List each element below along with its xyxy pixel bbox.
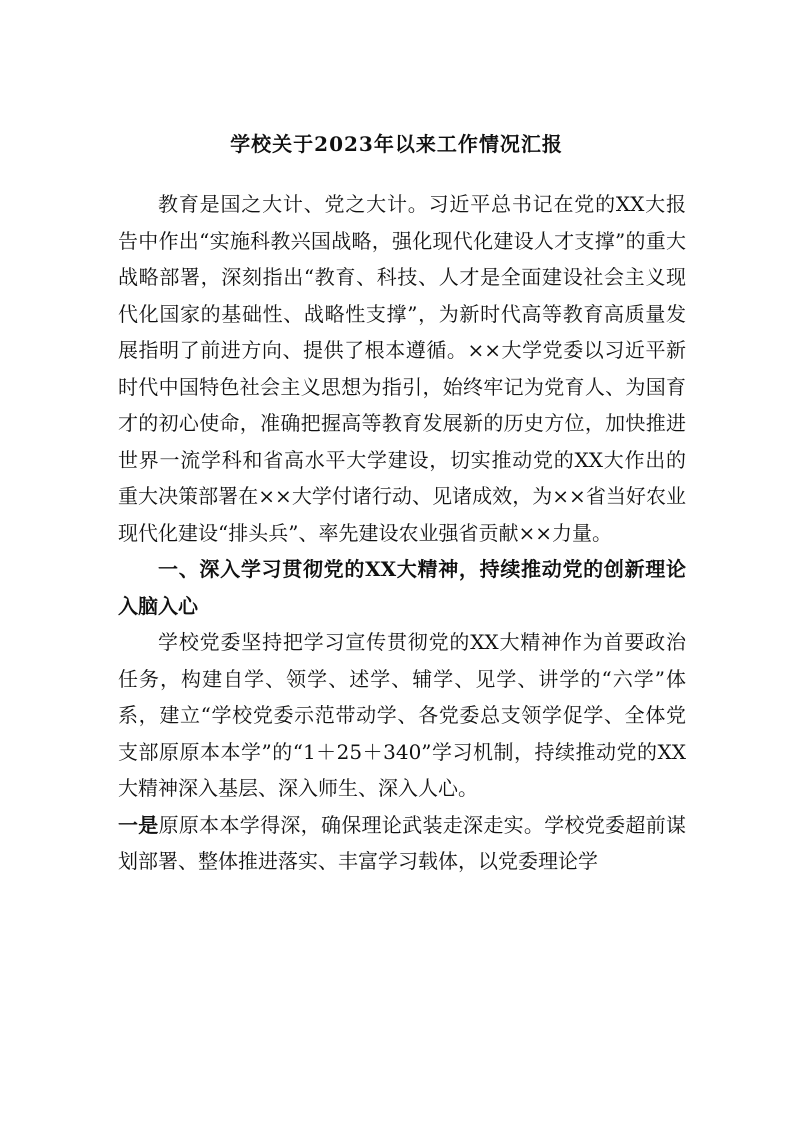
section-heading-1: 一、深入学习贯彻党的XX大精神，持续推动党的创新理论入脑入心 <box>118 557 686 618</box>
paragraph-intro: 教育是国之大计、党之大计。习近平总书记在党的XX大报告中作出“实施科教兴国战略，强化现代化建设人才支撑”的重大战略部署，深刻指出“教育、科技、人才是全面建设社会主义现代化国家的基础性、战略性支撑”，为新时代高等教育高质量发展指明了前进方向、提供了根本遵循。××大学党委以习近平新时代中国特色社会主义思想为指引，始终牢记为党育人、为国育才的初心使命，准确把握高等教育发展新的历史方位，加快推进世界一流学科和省高水平大学建设，切实推动党的XX大作出的重大决策部署在××大学付诸行动、见诸成效，为××省当好农业现代化建设“排头兵”、率先建设农业强省贡献××力量。 <box>118 192 686 545</box>
paragraph-study-system: 学校党委坚持把学习宣传贯彻党的XX大精神作为首要政治任务，构建自学、领学、述学、辅学、见学、讲学的“六学”体系，建立“学校党委示范带动学、各党委总支领学促学、全体党支部原原本本学”的“1＋25＋340”学习机制，持续推动党的XX大精神深入基层、深入师生、深入人心。 <box>118 630 686 800</box>
point-text: 原原本本学得深，确保理论武装走深走实。学校党委超前谋划部署、整体推进落实、丰富学习载体，以党委理论学 <box>118 812 687 873</box>
document-title: 学校关于2023年以来工作情况汇报 <box>230 132 563 156</box>
paragraph-first-point <box>118 807 686 880</box>
point-lead: 一是 <box>118 812 159 837</box>
document-body <box>118 186 686 880</box>
